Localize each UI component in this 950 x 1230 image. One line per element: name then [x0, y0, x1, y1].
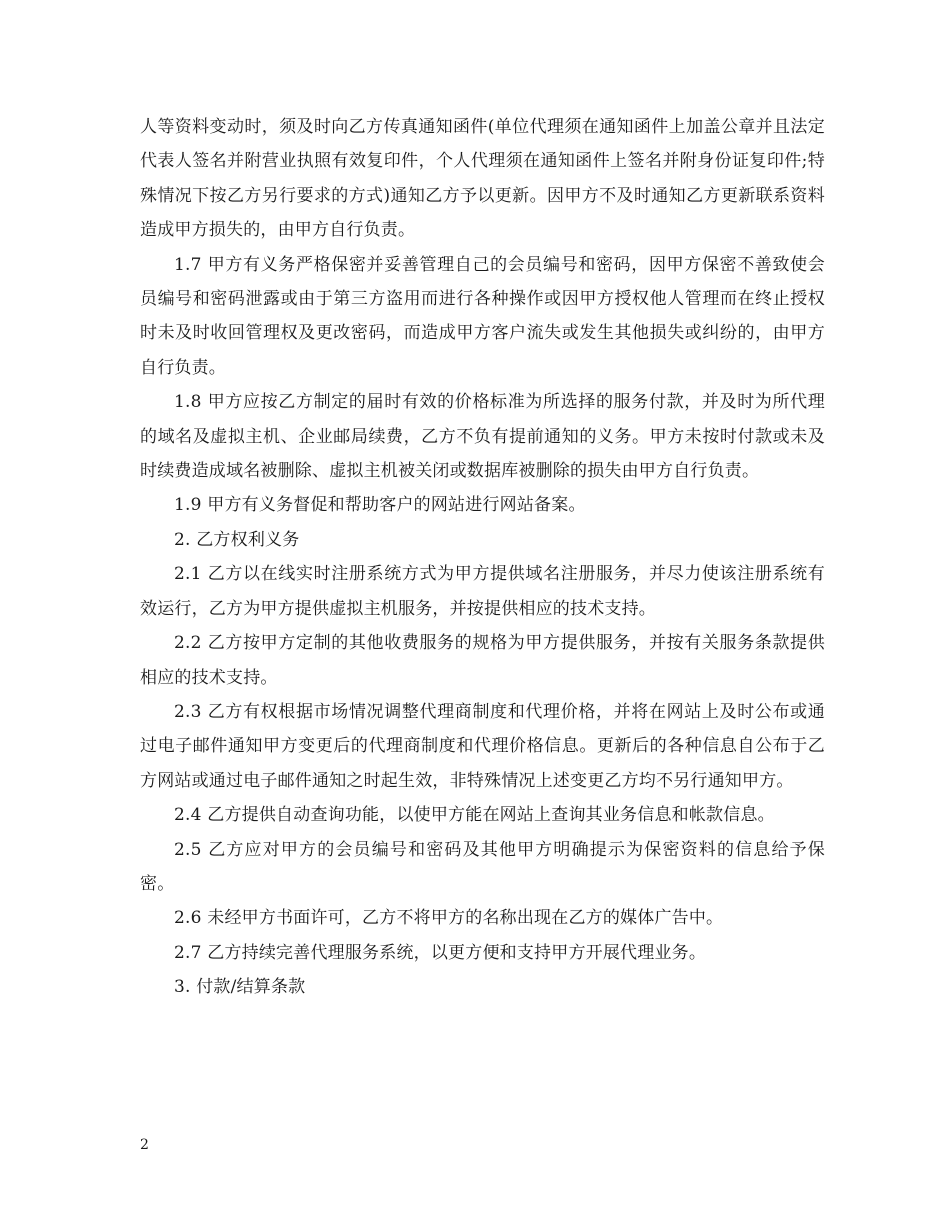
paragraph-2-4: 2.4 乙方提供自动查询功能，以使甲方能在网站上查询其业务信息和帐款信息。	[174, 805, 775, 826]
paragraph-2-2: 2.2 乙方按甲方定制的其他收费服务的规格为甲方提供服务，并按有关服务条款提供相应的技术支持。	[140, 633, 825, 688]
paragraph-contact-change: 人等资料变动时，须及时向乙方传真通知函件(单位代理须在通知函件上加盖公章并且法定代表人签名并附营业执照有效复印件，个人代理须在通知函件上签名并附身份证复印件;特殊情况下按乙方另行要求的方式)通知乙方予以更新。因甲方不及时通知乙方更新联系资料造成甲方损失的，由甲方自行负责。	[140, 117, 825, 241]
paragraph-1-9: 1.9 甲方有义务督促和帮助客户的网站进行网站备案。	[174, 495, 586, 516]
paragraph-1-8: 1.8 甲方应按乙方制定的届时有效的价格标准为所选择的服务付款，并及时为所代理的域名及虚拟主机、企业邮局续费，乙方不负有提前通知的义务。甲方未按时付款或未及时续费造成域名被删除、虚拟主机被关闭或数据库被删除的损失由甲方自行负责。	[140, 392, 825, 482]
document-body	[140, 110, 825, 1005]
paragraph-2-7: 2.7 乙方持续完善代理服务系统，以更方便和支持甲方开展代理业务。	[174, 942, 707, 963]
paragraph-2-5: 2.5 乙方应对甲方的会员编号和密码及其他甲方明确提示为保密资料的信息给予保密。	[140, 839, 825, 894]
paragraph-2-6: 2.6 未经甲方书面许可，乙方不将甲方的名称出现在乙方的媒体广告中。	[174, 908, 724, 929]
section-heading-3: 3. 付款/结算条款	[174, 977, 306, 998]
section-heading-2: 2. 乙方权利义务	[174, 529, 300, 550]
paragraph-2-3: 2.3 乙方有权根据市场情况调整代理商制度和代理价格，并将在网站上及时公布或通过电子邮件通知甲方变更后的代理商制度和代理价格信息。更新后的各种信息自公布于乙方网站或通过电子邮件通知之时起生效，非特殊情况上述变更乙方均不另行通知甲方。	[140, 701, 825, 791]
paragraph-2-1: 2.1 乙方以在线实时注册系统方式为甲方提供域名注册服务，并尽力使该注册系统有效运行，乙方为甲方提供虚拟主机服务，并按提供相应的技术支持。	[140, 564, 825, 619]
paragraph-1-7: 1.7 甲方有义务严格保密并妥善管理自己的会员编号和密码，因甲方保密不善致使会员编号和密码泄露或由于第三方盗用而进行各种操作或因甲方授权他人管理而在终止授权时未及时收回管理权及更改密码，而造成甲方客户流失或发生其他损失或纠纷的，由甲方自行负责。	[140, 254, 825, 378]
page-number: 2	[140, 1137, 149, 1153]
